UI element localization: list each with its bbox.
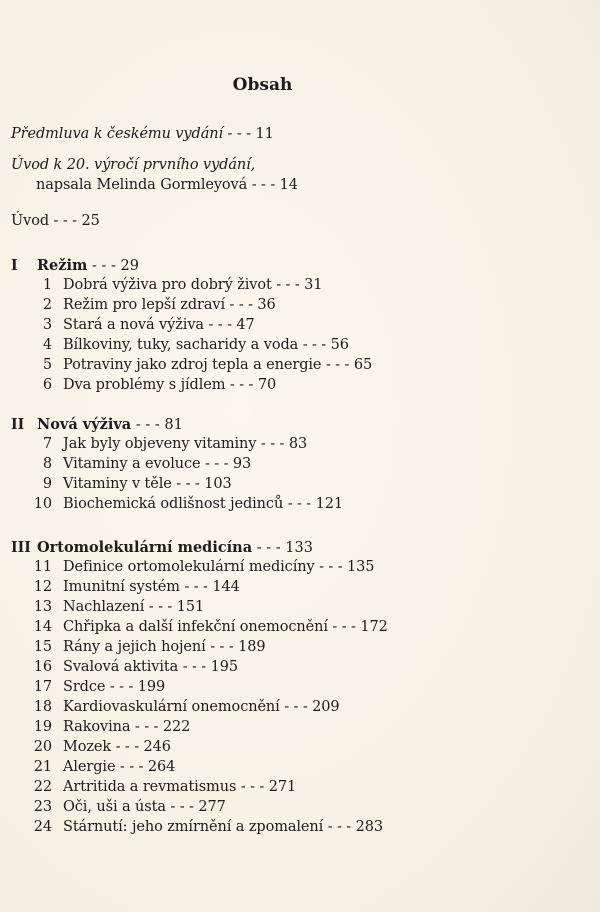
page-title: Obsah [232, 75, 293, 95]
chapter-title: Stárnutí: jeho zmírnění a zpomalení - - - 283 [63, 819, 383, 835]
chapter-title: Oči, uši a ústa - - - 277 [63, 799, 226, 815]
toc-entry-anniversary-intro [11, 155, 255, 175]
chapter-title: Dobrá výživa pro dobrý život - - - 31 [63, 277, 323, 293]
toc-entry-pages: - - - 14 [247, 177, 298, 193]
chapter-title: Nachlazení - - - 151 [63, 599, 205, 615]
chapter-number: 10 [33, 496, 52, 512]
chapter-title: Vitaminy a evoluce - - - 93 [63, 456, 252, 472]
toc-part-1 [11, 255, 139, 276]
chapter-title: Rány a jejich hojení - - - 189 [63, 639, 266, 655]
chapter-title: Imunitní systém - - - 144 [63, 579, 240, 595]
chapter-number: 5 [42, 357, 52, 373]
chapter-title: Dva problémy s jídlem - - - 70 [63, 377, 277, 393]
part-number: II [11, 414, 25, 433]
chapter-title: Biochemická odlišnost jedinců - - - 121 [63, 496, 343, 512]
chapter-number: 12 [33, 579, 52, 595]
toc-entry-title: Úvod [11, 213, 50, 229]
chapter-number: 24 [33, 819, 52, 835]
chapter-title: Rakovina - - - 222 [63, 719, 191, 735]
toc-entry-title: Předmluva k českému vydání [11, 126, 224, 142]
part-number: I [11, 255, 18, 274]
part-number: III [11, 537, 31, 556]
chapter-number: 2 [42, 297, 52, 313]
chapter-number: 14 [33, 619, 52, 635]
chapter-title: Svalová aktivita - - - 195 [63, 659, 238, 675]
toc-entry-anniversary-author [36, 175, 298, 195]
toc-entry-title: napsala Melinda Gormleyová [36, 177, 248, 193]
chapter-number: 6 [42, 377, 52, 393]
chapter-number: 19 [33, 719, 52, 735]
chapter-number: 11 [33, 559, 52, 575]
chapter-title: Režim pro lepší zdraví - - - 36 [63, 297, 276, 313]
chapter-number: 16 [33, 659, 52, 675]
chapter-number: 9 [42, 476, 52, 492]
chapter-number: 8 [42, 456, 52, 472]
part-pages: - - - 81 [131, 417, 183, 433]
chapter-number: 21 [33, 759, 52, 775]
toc-entry-pages: - - - 25 [49, 213, 100, 229]
chapter-number: 17 [33, 679, 52, 695]
chapter-title: Stará a nová výživa - - - 47 [63, 317, 255, 333]
chapter-number: 13 [33, 599, 52, 615]
chapter-title: Alergie - - - 264 [63, 759, 176, 775]
toc-entry-title: Úvod k 20. výročí prvního vydání, [11, 157, 256, 173]
toc-entry-foreword [11, 124, 274, 144]
toc-part-2 [11, 414, 183, 435]
chapter-number: 4 [42, 337, 52, 353]
chapter-number: 1 [42, 277, 52, 293]
chapter-number: 22 [33, 779, 52, 795]
chapter-title: Srdce - - - 199 [63, 679, 166, 695]
chapter-title: Bílkoviny, tuky, sacharidy a voda - - - 56 [63, 337, 349, 353]
chapter-number: 3 [42, 317, 52, 333]
chapter-title: Chřipka a další infekční onemocnění - - - 172 [63, 619, 388, 635]
chapter-number: 15 [33, 639, 52, 655]
chapter-title: Jak byly objeveny vitaminy - - - 83 [63, 436, 308, 452]
chapter-title: Potraviny jako zdroj tepla a energie - - - 65 [63, 357, 373, 373]
toc-part-3 [11, 537, 313, 558]
part-title: Ortomolekulární medicína [37, 539, 253, 556]
chapter-title: Definice ortomolekulární medicíny - - - 135 [63, 559, 375, 575]
chapter-number: 23 [33, 799, 52, 815]
chapter-title: Vitaminy v těle - - - 103 [63, 476, 232, 492]
toc-entry-intro [11, 211, 100, 231]
toc-entry-pages: - - - 11 [223, 126, 274, 142]
chapter-number: 18 [33, 699, 52, 715]
part-pages: - - - 29 [87, 258, 139, 274]
chapter-title: Kardiovaskulární onemocnění - - - 209 [63, 699, 340, 715]
chapter-number: 20 [33, 739, 52, 755]
chapter-number: 7 [42, 436, 52, 452]
part-pages: - - - 133 [252, 540, 313, 556]
chapter-title: Artritida a revmatismus - - - 271 [63, 779, 297, 795]
chapter-title: Mozek - - - 246 [63, 739, 171, 755]
part-title: Režim [37, 257, 88, 274]
part-title: Nová výživa [37, 416, 132, 433]
